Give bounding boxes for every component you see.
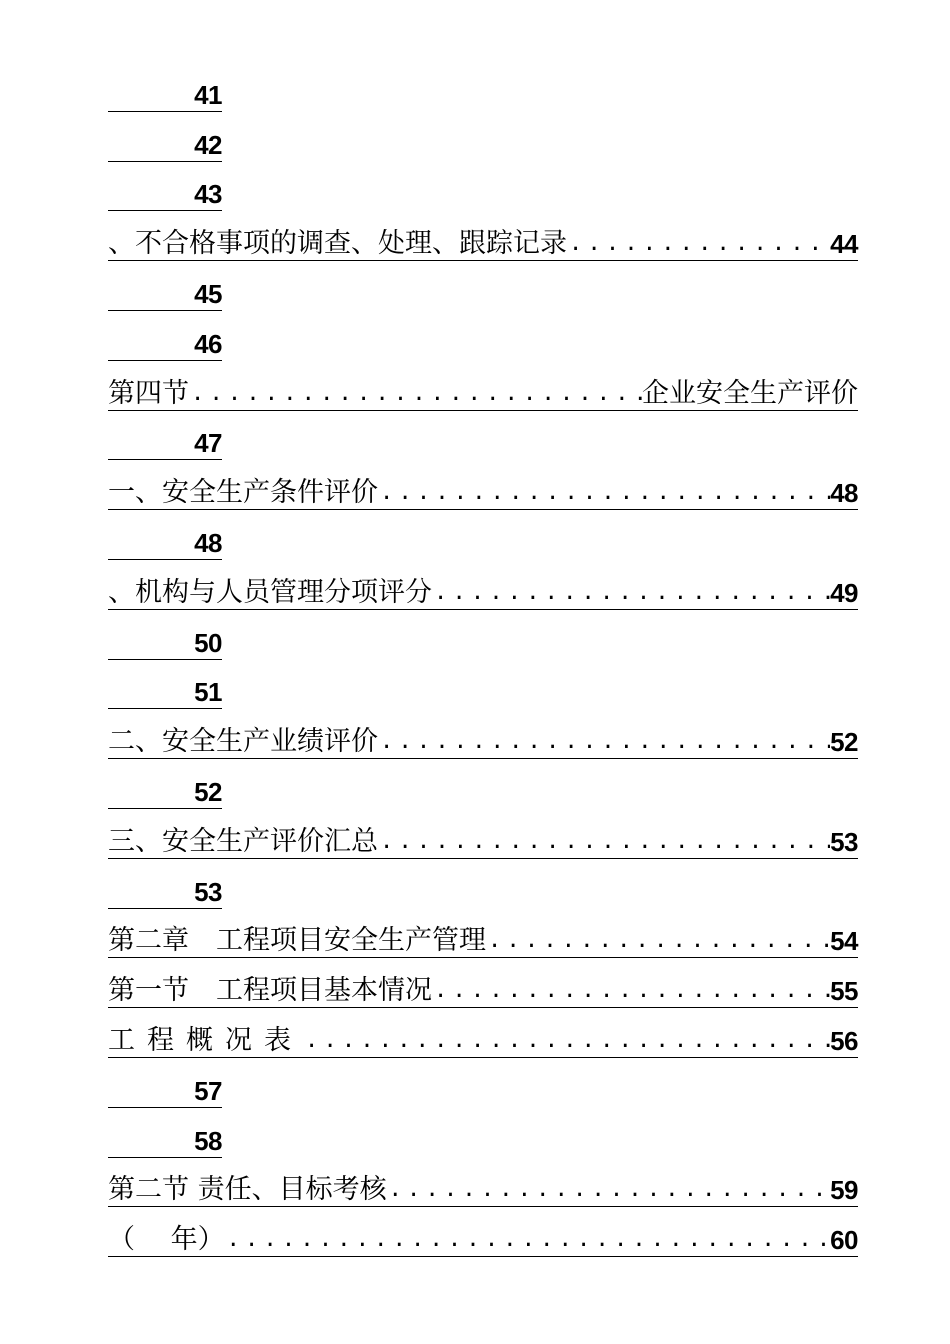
toc-page-number: 55	[830, 976, 858, 1007]
toc-page-number: 47	[194, 428, 222, 459]
toc-row	[108, 958, 858, 1008]
toc-row	[108, 211, 858, 261]
toc-page-number: 57	[194, 1075, 222, 1106]
toc-row	[108, 1058, 858, 1108]
toc-dot-leader	[225, 1225, 830, 1255]
toc-row	[108, 759, 858, 809]
toc-dot-leader	[432, 578, 830, 608]
toc-page-link[interactable]	[108, 667, 222, 709]
toc-page-number: 51	[194, 677, 222, 708]
toc-row	[108, 361, 858, 411]
toc-dot-leader	[567, 229, 830, 259]
toc-row	[108, 460, 858, 510]
toc-page-number: 54	[830, 926, 858, 957]
toc-page-number: 53	[830, 826, 858, 857]
toc-entry-link[interactable]	[108, 817, 858, 859]
toc-page-number: 45	[194, 278, 222, 309]
toc-entry-link[interactable]	[108, 1165, 858, 1207]
toc-dot-leader	[387, 1175, 830, 1205]
toc-page-link[interactable]	[108, 618, 222, 660]
toc-row	[108, 1008, 858, 1058]
toc-entry-link[interactable]	[108, 717, 858, 759]
toc-page-number: 50	[194, 627, 222, 658]
toc-row	[108, 1207, 858, 1257]
toc-dot-leader	[378, 827, 830, 857]
toc-page-link[interactable]	[108, 120, 222, 162]
toc-page-number: 52	[830, 727, 858, 758]
toc-page-number: 56	[830, 1025, 858, 1056]
table-of-contents	[108, 62, 858, 1257]
toc-entry-title: 、机构与人员管理分项评分	[108, 576, 432, 608]
toc-entry-right-title: 企业安全生产评价	[642, 377, 858, 409]
toc-dot-leader	[378, 478, 830, 508]
toc-row	[108, 909, 858, 959]
toc-page-number: 42	[194, 129, 222, 160]
toc-entry-link[interactable]	[108, 1016, 858, 1058]
toc-entry-link[interactable]	[108, 966, 858, 1008]
toc-row	[108, 809, 858, 859]
toc-page-number: 58	[194, 1125, 222, 1156]
toc-page-link[interactable]	[108, 418, 222, 460]
toc-entry-link[interactable]	[108, 1215, 858, 1257]
toc-row	[108, 1158, 858, 1208]
toc-dot-leader	[378, 727, 830, 757]
toc-page-number: 46	[194, 328, 222, 359]
toc-page-number: 41	[194, 79, 222, 110]
toc-entry-link[interactable]	[108, 219, 858, 261]
toc-entry-title: 、不合格事项的调查、处理、跟踪记录	[108, 228, 567, 260]
toc-row	[108, 261, 858, 311]
toc-page-number: 60	[830, 1225, 858, 1256]
toc-entry-title: 第四节	[108, 377, 189, 409]
toc-page-link[interactable]	[108, 767, 222, 809]
toc-page-number: 53	[194, 876, 222, 907]
toc-row	[108, 709, 858, 759]
toc-entry-title: （ 年）	[108, 1224, 225, 1256]
toc-page-number: 59	[830, 1175, 858, 1206]
toc-row	[108, 660, 858, 710]
toc-page-link[interactable]	[108, 269, 222, 311]
toc-row	[108, 62, 858, 112]
toc-page-link[interactable]	[108, 1066, 222, 1108]
toc-page-link[interactable]	[108, 1116, 222, 1158]
toc-entry-title: 二、安全生产业绩评价	[108, 726, 378, 758]
toc-entry-title: 三、安全生产评价汇总	[108, 825, 378, 857]
toc-page-link[interactable]	[108, 518, 222, 560]
toc-entry-link[interactable]	[108, 369, 858, 411]
toc-entry-link[interactable]	[108, 568, 858, 610]
toc-page-number: 52	[194, 776, 222, 807]
toc-page-number: 49	[830, 577, 858, 608]
toc-dot-leader	[486, 926, 830, 956]
toc-row	[108, 162, 858, 212]
toc-page-number: 43	[194, 179, 222, 210]
toc-page-link[interactable]	[108, 169, 222, 211]
toc-row	[108, 1108, 858, 1158]
toc-entry-title: 第二节 责任、目标考核	[108, 1174, 387, 1206]
toc-row	[108, 311, 858, 361]
toc-dot-leader	[303, 1026, 830, 1056]
toc-page-link[interactable]	[108, 70, 222, 112]
toc-row	[108, 859, 858, 909]
toc-row	[108, 560, 858, 610]
toc-page-link[interactable]	[108, 319, 222, 361]
toc-row	[108, 510, 858, 560]
toc-page-number: 48	[830, 478, 858, 509]
toc-row	[108, 112, 858, 162]
toc-entry-title: 第二章 工程项目安全生产管理	[108, 925, 486, 957]
toc-dot-leader	[189, 379, 642, 409]
toc-page-number: 44	[830, 229, 858, 260]
toc-row	[108, 610, 858, 660]
toc-dot-leader	[432, 976, 830, 1006]
toc-entry-link[interactable]	[108, 468, 858, 510]
toc-entry-title: 一、安全生产条件评价	[108, 477, 378, 509]
toc-entry-title: 工程概况表	[108, 1024, 303, 1056]
toc-entry-title: 第一节 工程项目基本情况	[108, 975, 432, 1007]
toc-page-number: 48	[194, 527, 222, 558]
toc-entry-link[interactable]	[108, 916, 858, 958]
toc-page-link[interactable]	[108, 867, 222, 909]
toc-row	[108, 411, 858, 461]
